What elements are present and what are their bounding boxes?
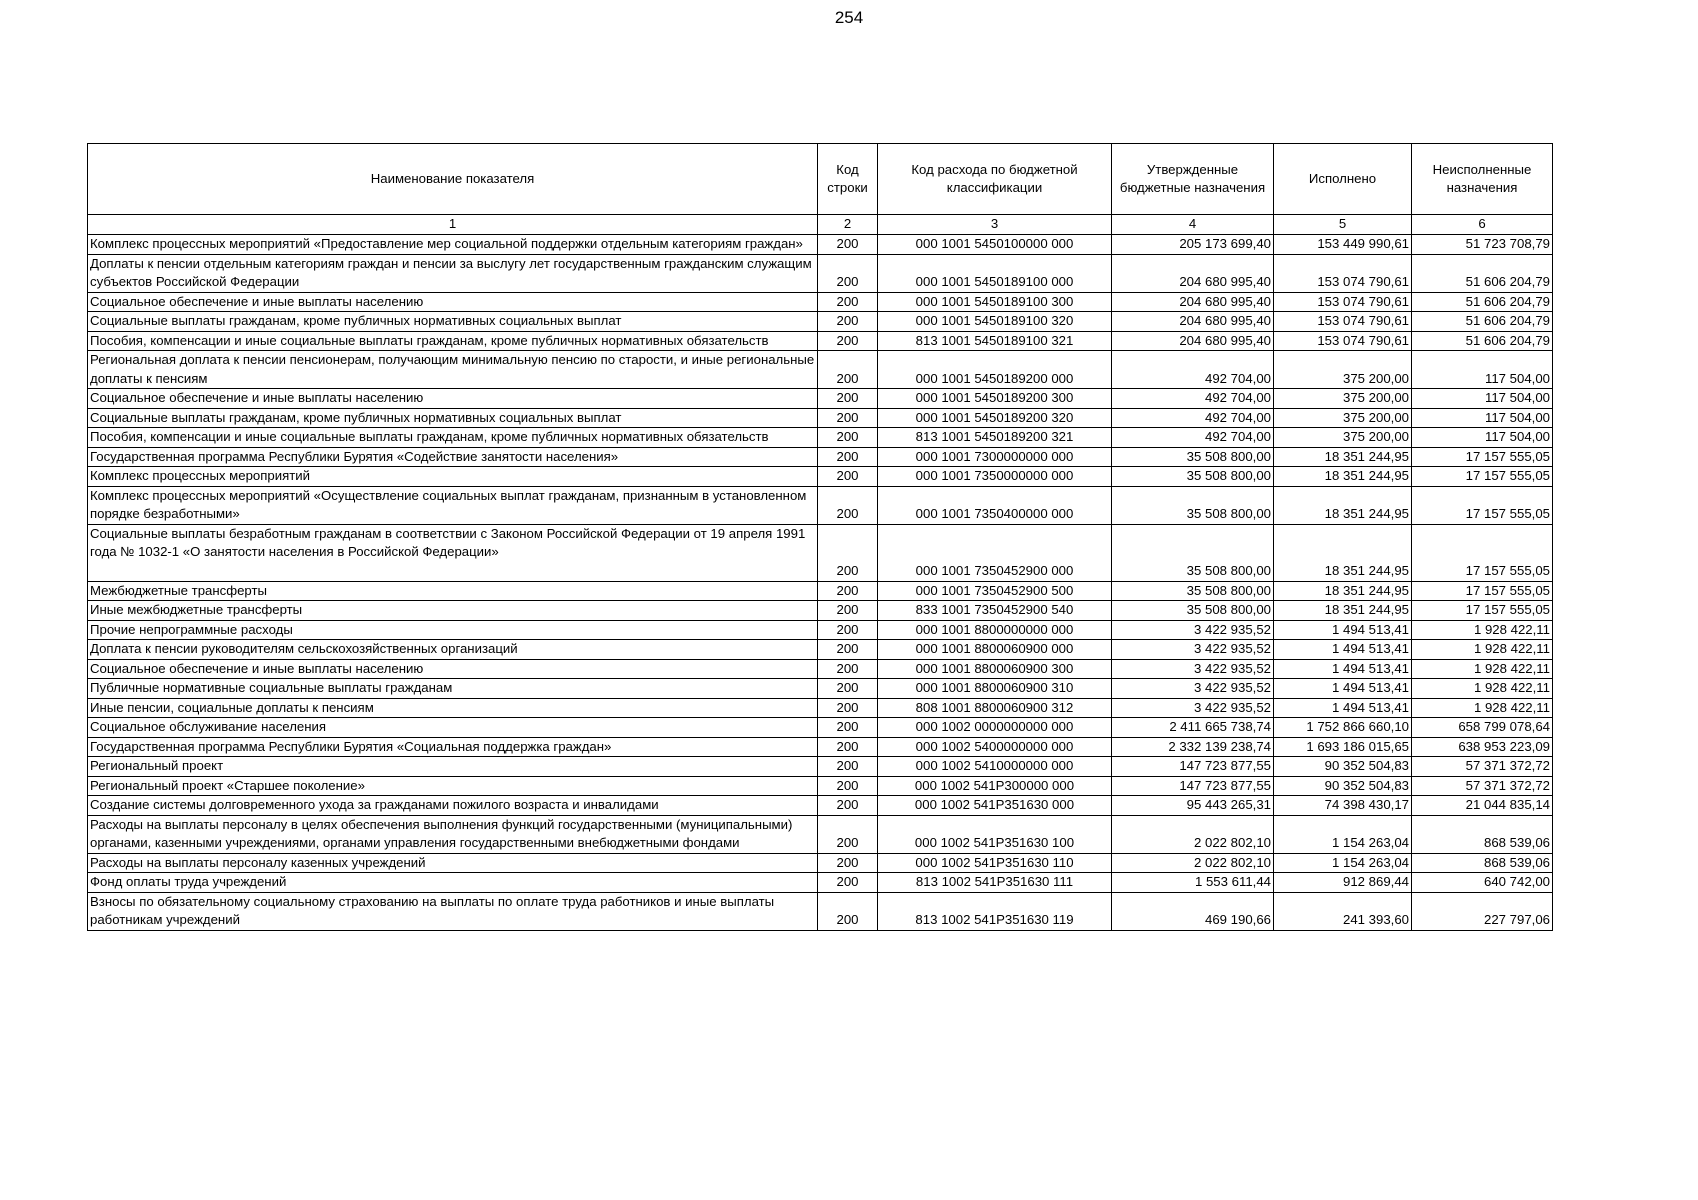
row-unexecuted-amount: 1 928 422,11 [1412, 640, 1553, 660]
row-line-code: 200 [818, 408, 878, 428]
row-line-code: 200 [818, 447, 878, 467]
row-name: Государственная программа Республики Бурятия «Содействие занятости населения» [88, 447, 818, 467]
row-executed-amount: 18 351 244,95 [1274, 601, 1412, 621]
row-budget-code: 000 1001 5450189200 300 [878, 389, 1112, 409]
row-budget-code: 000 1001 7350000000 000 [878, 467, 1112, 487]
row-executed-amount: 18 351 244,95 [1274, 581, 1412, 601]
row-approved-amount: 492 704,00 [1112, 408, 1274, 428]
table-row [88, 408, 1553, 428]
row-budget-code: 000 1002 541P351630 000 [878, 796, 1112, 816]
table-row [88, 679, 1553, 699]
row-name: Взносы по обязательному социальному страхованию на выплаты по оплате труда работников и иные выплаты работникам учреждений [88, 892, 818, 930]
row-approved-amount: 35 508 800,00 [1112, 467, 1274, 487]
row-line-code: 200 [818, 698, 878, 718]
row-approved-amount: 2 022 802,10 [1112, 853, 1274, 873]
row-line-code: 200 [818, 659, 878, 679]
row-name: Прочие непрограммные расходы [88, 620, 818, 640]
row-unexecuted-amount: 51 606 204,79 [1412, 292, 1553, 312]
row-executed-amount: 375 200,00 [1274, 408, 1412, 428]
row-line-code: 200 [818, 235, 878, 255]
row-unexecuted-amount: 17 157 555,05 [1412, 524, 1553, 581]
row-unexecuted-amount: 17 157 555,05 [1412, 581, 1553, 601]
row-approved-amount: 35 508 800,00 [1112, 581, 1274, 601]
row-executed-amount: 1 693 186 015,65 [1274, 737, 1412, 757]
row-budget-code: 000 1002 0000000000 000 [878, 718, 1112, 738]
row-executed-amount: 153 074 790,61 [1274, 331, 1412, 351]
table-row [88, 601, 1553, 621]
row-approved-amount: 35 508 800,00 [1112, 601, 1274, 621]
row-name: Расходы на выплаты персоналу казенных учреждений [88, 853, 818, 873]
row-budget-code: 000 1002 5400000000 000 [878, 737, 1112, 757]
row-unexecuted-amount: 638 953 223,09 [1412, 737, 1553, 757]
row-line-code: 200 [818, 815, 878, 853]
row-line-code: 200 [818, 796, 878, 816]
column-number: 3 [878, 215, 1112, 235]
table-row [88, 640, 1553, 660]
row-approved-amount: 3 422 935,52 [1112, 659, 1274, 679]
row-budget-code: 000 1001 5450189100 300 [878, 292, 1112, 312]
table-row [88, 892, 1553, 930]
row-executed-amount: 375 200,00 [1274, 351, 1412, 389]
page-number: 254 [834, 8, 864, 27]
table-row [88, 873, 1553, 893]
row-executed-amount: 18 351 244,95 [1274, 486, 1412, 524]
row-line-code: 200 [818, 679, 878, 699]
row-executed-amount: 18 351 244,95 [1274, 524, 1412, 581]
row-budget-code: 833 1001 7350452900 540 [878, 601, 1112, 621]
row-budget-code: 813 1001 5450189100 321 [878, 331, 1112, 351]
column-number: 2 [818, 215, 878, 235]
row-line-code: 200 [818, 581, 878, 601]
row-executed-amount: 1 494 513,41 [1274, 698, 1412, 718]
row-name: Публичные нормативные социальные выплаты гражданам [88, 679, 818, 699]
row-executed-amount: 912 869,44 [1274, 873, 1412, 893]
row-executed-amount: 90 352 504,83 [1274, 776, 1412, 796]
table-row [88, 254, 1553, 292]
row-approved-amount: 492 704,00 [1112, 351, 1274, 389]
header-unexecuted: Неисполненные назначения [1412, 144, 1553, 215]
row-name: Региональный проект [88, 757, 818, 777]
row-executed-amount: 1 494 513,41 [1274, 659, 1412, 679]
table-row [88, 524, 1553, 581]
row-executed-amount: 90 352 504,83 [1274, 757, 1412, 777]
row-name: Социальные выплаты безработным гражданам в соответствии с Законом Российской Федерации от 19 апреля 1991 года № 1032-1 «О занятости населения в Российской Федерации» [88, 524, 818, 581]
header-line-code: Код строки [818, 144, 878, 215]
row-name: Иные пенсии, социальные доплаты к пенсиям [88, 698, 818, 718]
row-approved-amount: 204 680 995,40 [1112, 312, 1274, 332]
row-unexecuted-amount: 117 504,00 [1412, 389, 1553, 409]
row-executed-amount: 1 494 513,41 [1274, 679, 1412, 699]
row-budget-code: 000 1001 8800000000 000 [878, 620, 1112, 640]
row-approved-amount: 3 422 935,52 [1112, 620, 1274, 640]
row-budget-code: 813 1002 541P351630 119 [878, 892, 1112, 930]
table-header-row [88, 144, 1553, 215]
row-approved-amount: 204 680 995,40 [1112, 292, 1274, 312]
header-executed: Исполнено [1274, 144, 1412, 215]
row-line-code: 200 [818, 892, 878, 930]
row-line-code: 200 [818, 601, 878, 621]
table-row [88, 776, 1553, 796]
row-approved-amount: 469 190,66 [1112, 892, 1274, 930]
row-line-code: 200 [818, 292, 878, 312]
row-approved-amount: 3 422 935,52 [1112, 679, 1274, 699]
row-line-code: 200 [818, 351, 878, 389]
row-name: Государственная программа Республики Бурятия «Социальная поддержка граждан» [88, 737, 818, 757]
row-unexecuted-amount: 57 371 372,72 [1412, 776, 1553, 796]
row-executed-amount: 1 154 263,04 [1274, 853, 1412, 873]
header-approved: Утвержденные бюджетные назначения [1112, 144, 1274, 215]
table-row [88, 698, 1553, 718]
row-unexecuted-amount: 17 157 555,05 [1412, 467, 1553, 487]
table-row [88, 235, 1553, 255]
row-executed-amount: 18 351 244,95 [1274, 467, 1412, 487]
budget-execution-table [87, 143, 1553, 931]
row-unexecuted-amount: 57 371 372,72 [1412, 757, 1553, 777]
row-unexecuted-amount: 1 928 422,11 [1412, 698, 1553, 718]
row-unexecuted-amount: 117 504,00 [1412, 408, 1553, 428]
row-line-code: 200 [818, 737, 878, 757]
row-budget-code: 000 1001 7350400000 000 [878, 486, 1112, 524]
row-budget-code: 813 1001 5450189200 321 [878, 428, 1112, 448]
row-line-code: 200 [818, 776, 878, 796]
row-unexecuted-amount: 868 539,06 [1412, 853, 1553, 873]
row-line-code: 200 [818, 467, 878, 487]
row-name: Пособия, компенсации и иные социальные выплаты гражданам, кроме публичных нормативных обязательств [88, 331, 818, 351]
column-number: 6 [1412, 215, 1553, 235]
row-budget-code: 813 1002 541P351630 111 [878, 873, 1112, 893]
header-budget-code: Код расхода по бюджетной классификации [878, 144, 1112, 215]
row-name: Социальное обслуживание населения [88, 718, 818, 738]
row-unexecuted-amount: 868 539,06 [1412, 815, 1553, 853]
row-line-code: 200 [818, 486, 878, 524]
table-row [88, 486, 1553, 524]
table-row [88, 718, 1553, 738]
row-executed-amount: 1 154 263,04 [1274, 815, 1412, 853]
column-number-row [88, 215, 1553, 235]
row-name: Социальное обеспечение и иные выплаты населению [88, 292, 818, 312]
table-row [88, 737, 1553, 757]
row-approved-amount: 3 422 935,52 [1112, 698, 1274, 718]
row-unexecuted-amount: 17 157 555,05 [1412, 447, 1553, 467]
row-name: Комплекс процессных мероприятий «Предоставление мер социальной поддержки отдельным категориям граждан» [88, 235, 818, 255]
row-approved-amount: 95 443 265,31 [1112, 796, 1274, 816]
row-budget-code: 000 1001 7350452900 000 [878, 524, 1112, 581]
row-executed-amount: 1 752 866 660,10 [1274, 718, 1412, 738]
row-unexecuted-amount: 51 606 204,79 [1412, 312, 1553, 332]
row-approved-amount: 147 723 877,55 [1112, 776, 1274, 796]
row-name: Региональная доплата к пенсии пенсионерам, получающим минимальную пенсию по старости, и иные региональные доплаты к пенсиям [88, 351, 818, 389]
row-executed-amount: 375 200,00 [1274, 428, 1412, 448]
row-unexecuted-amount: 17 157 555,05 [1412, 601, 1553, 621]
table-row [88, 620, 1553, 640]
row-approved-amount: 492 704,00 [1112, 389, 1274, 409]
row-approved-amount: 205 173 699,40 [1112, 235, 1274, 255]
row-name: Социальные выплаты гражданам, кроме публичных нормативных социальных выплат [88, 312, 818, 332]
row-name: Фонд оплаты труда учреждений [88, 873, 818, 893]
column-number: 4 [1112, 215, 1274, 235]
row-line-code: 200 [818, 428, 878, 448]
row-line-code: 200 [818, 524, 878, 581]
column-number: 1 [88, 215, 818, 235]
row-budget-code: 000 1001 8800060900 310 [878, 679, 1112, 699]
row-unexecuted-amount: 1 928 422,11 [1412, 620, 1553, 640]
table-row [88, 351, 1553, 389]
row-budget-code: 000 1001 5450189200 320 [878, 408, 1112, 428]
row-executed-amount: 153 449 990,61 [1274, 235, 1412, 255]
row-budget-code: 808 1001 8800060900 312 [878, 698, 1112, 718]
row-unexecuted-amount: 117 504,00 [1412, 351, 1553, 389]
row-executed-amount: 74 398 430,17 [1274, 796, 1412, 816]
row-unexecuted-amount: 640 742,00 [1412, 873, 1553, 893]
row-budget-code: 000 1002 541P351630 110 [878, 853, 1112, 873]
row-name: Региональный проект «Старшее поколение» [88, 776, 818, 796]
table-body [88, 235, 1553, 931]
table-row [88, 467, 1553, 487]
row-unexecuted-amount: 117 504,00 [1412, 428, 1553, 448]
row-budget-code: 000 1002 541P351630 100 [878, 815, 1112, 853]
table-row [88, 428, 1553, 448]
row-line-code: 200 [818, 312, 878, 332]
row-approved-amount: 2 332 139 238,74 [1112, 737, 1274, 757]
row-executed-amount: 153 074 790,61 [1274, 312, 1412, 332]
row-executed-amount: 241 393,60 [1274, 892, 1412, 930]
row-name: Создание системы долговременного ухода за гражданами пожилого возраста и инвалидами [88, 796, 818, 816]
row-name: Комплекс процессных мероприятий [88, 467, 818, 487]
row-name: Иные межбюджетные трансферты [88, 601, 818, 621]
row-line-code: 200 [818, 873, 878, 893]
row-approved-amount: 35 508 800,00 [1112, 486, 1274, 524]
row-approved-amount: 1 553 611,44 [1112, 873, 1274, 893]
row-executed-amount: 1 494 513,41 [1274, 640, 1412, 660]
table-row [88, 757, 1553, 777]
row-budget-code: 000 1001 7300000000 000 [878, 447, 1112, 467]
row-line-code: 200 [818, 331, 878, 351]
row-approved-amount: 35 508 800,00 [1112, 447, 1274, 467]
column-number: 5 [1274, 215, 1412, 235]
row-name: Социальные выплаты гражданам, кроме публичных нормативных социальных выплат [88, 408, 818, 428]
row-unexecuted-amount: 658 799 078,64 [1412, 718, 1553, 738]
row-budget-code: 000 1001 8800060900 000 [878, 640, 1112, 660]
row-unexecuted-amount: 17 157 555,05 [1412, 486, 1553, 524]
row-unexecuted-amount: 1 928 422,11 [1412, 679, 1553, 699]
table-row [88, 796, 1553, 816]
row-approved-amount: 204 680 995,40 [1112, 331, 1274, 351]
row-name: Доплаты к пенсии отдельным категориям граждан и пенсии за выслугу лет государственным гражданским служащим субъектов Российской Федерации [88, 254, 818, 292]
table-row [88, 389, 1553, 409]
row-unexecuted-amount: 21 044 835,14 [1412, 796, 1553, 816]
row-executed-amount: 153 074 790,61 [1274, 254, 1412, 292]
row-budget-code: 000 1001 8800060900 300 [878, 659, 1112, 679]
row-budget-code: 000 1002 541P300000 000 [878, 776, 1112, 796]
row-line-code: 200 [818, 620, 878, 640]
row-approved-amount: 492 704,00 [1112, 428, 1274, 448]
row-unexecuted-amount: 51 606 204,79 [1412, 254, 1553, 292]
row-unexecuted-amount: 51 723 708,79 [1412, 235, 1553, 255]
row-budget-code: 000 1002 5410000000 000 [878, 757, 1112, 777]
row-name: Межбюджетные трансферты [88, 581, 818, 601]
row-approved-amount: 204 680 995,40 [1112, 254, 1274, 292]
row-name: Пособия, компенсации и иные социальные выплаты гражданам, кроме публичных нормативных обязательств [88, 428, 818, 448]
table-row [88, 659, 1553, 679]
row-approved-amount: 2 022 802,10 [1112, 815, 1274, 853]
row-name: Социальное обеспечение и иные выплаты населению [88, 389, 818, 409]
row-line-code: 200 [818, 389, 878, 409]
row-budget-code: 000 1001 5450189100 320 [878, 312, 1112, 332]
row-line-code: 200 [818, 718, 878, 738]
row-unexecuted-amount: 51 606 204,79 [1412, 331, 1553, 351]
row-executed-amount: 18 351 244,95 [1274, 447, 1412, 467]
row-unexecuted-amount: 1 928 422,11 [1412, 659, 1553, 679]
table-row [88, 292, 1553, 312]
table-row [88, 447, 1553, 467]
row-budget-code: 000 1001 7350452900 500 [878, 581, 1112, 601]
table-row [88, 331, 1553, 351]
row-name: Комплекс процессных мероприятий «Осуществление социальных выплат гражданам, признанным в установленном порядке безработными» [88, 486, 818, 524]
table-row [88, 815, 1553, 853]
row-executed-amount: 1 494 513,41 [1274, 620, 1412, 640]
row-unexecuted-amount: 227 797,06 [1412, 892, 1553, 930]
table-row [88, 581, 1553, 601]
row-budget-code: 000 1001 5450189200 000 [878, 351, 1112, 389]
row-approved-amount: 147 723 877,55 [1112, 757, 1274, 777]
row-approved-amount: 2 411 665 738,74 [1112, 718, 1274, 738]
row-name: Социальное обеспечение и иные выплаты населению [88, 659, 818, 679]
row-budget-code: 000 1001 5450189100 000 [878, 254, 1112, 292]
row-line-code: 200 [818, 853, 878, 873]
header-name: Наименование показателя [88, 144, 818, 215]
table-row [88, 853, 1553, 873]
row-executed-amount: 375 200,00 [1274, 389, 1412, 409]
row-approved-amount: 35 508 800,00 [1112, 524, 1274, 581]
row-executed-amount: 153 074 790,61 [1274, 292, 1412, 312]
row-name: Расходы на выплаты персоналу в целях обеспечения выполнения функций государственными (муниципальными) органами, казенными учреждениями, органами управления государственными внебюджетными фондами [88, 815, 818, 853]
row-line-code: 200 [818, 640, 878, 660]
row-budget-code: 000 1001 5450100000 000 [878, 235, 1112, 255]
row-approved-amount: 3 422 935,52 [1112, 640, 1274, 660]
table-row [88, 312, 1553, 332]
row-name: Доплата к пенсии руководителям сельскохозяйственных организаций [88, 640, 818, 660]
row-line-code: 200 [818, 757, 878, 777]
row-line-code: 200 [818, 254, 878, 292]
